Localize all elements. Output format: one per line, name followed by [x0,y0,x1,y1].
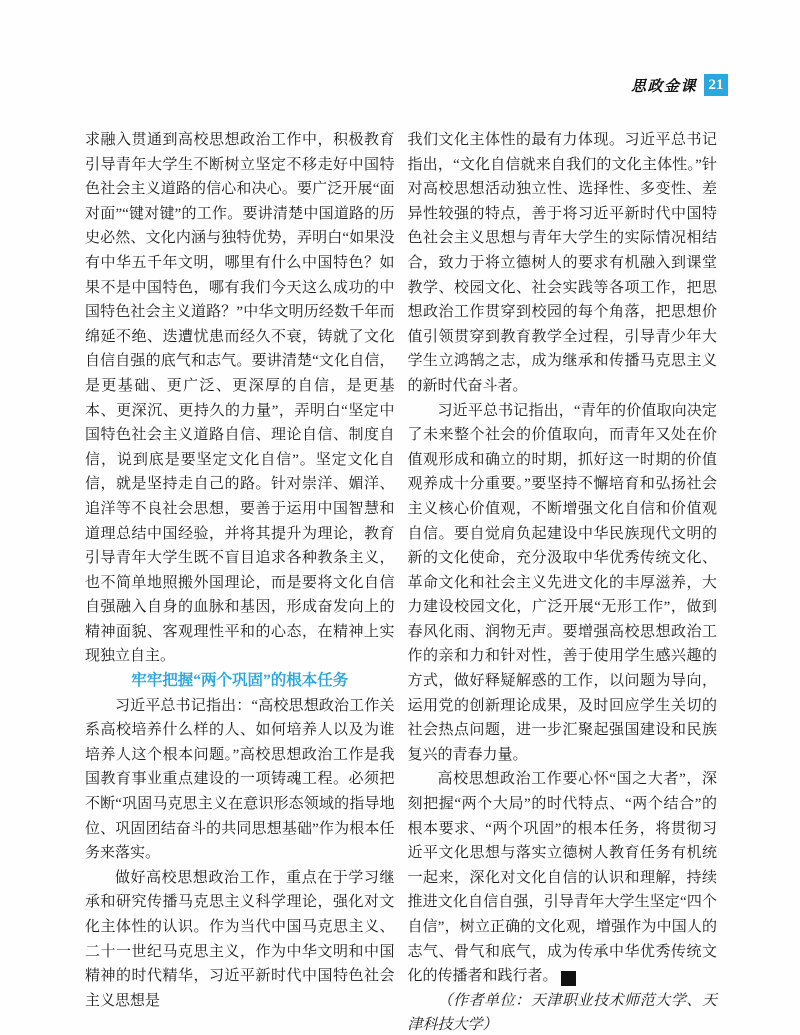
article-body [85,128,717,1035]
section-heading: 牢牢把握“两个巩固”的根本任务 [131,672,349,690]
page-number-badge: 21 [704,74,728,96]
paragraph-continued: 求融入贯通到高校思想政治工作中，积极教育引导青年大学生不断树立坚定不移走好中国特色社会主义道路的信心和决心。要广泛开展“面对面”“键对键”的工作。要讲清楚中国道路的历史必然、文化内涵与独特优势，弄明白“如果没有中华五千年文明，哪里有什么中国特色？如果不是中国特色，哪有我们今天这么成功的中国特色社会主义道路？”中华文明历经数千年而绵延不绝、迭遭忧患而经久不衰，铸就了文化自信自强的底气和志气。要讲清楚“文化自信，是更基础、更广泛、更深厚的自信，是更基本、更深沉、更持久的力量”，弄明白“坚定中国特色社会主义道路自信、理论自信、制度自信，说到底是要坚定文化自信”。坚定文化自信，就是坚持走自己的路。针对崇洋、媚洋、追洋等不良社会思想，要善于运用中国智慧和道理总结中国经验，并将其提升为理论，教育引导青年大学生既不盲目追求各种教条主义，也不简单地照搬外国理论，而是要将文化自信自强融入自身的血脉和基因，形成奋发向上的精神面貌、客观理性平和的心态，在精神上实现独立自主。 [85,132,395,665]
article-end-mark-icon: 政 [561,971,576,986]
paragraph: 做好高校思想政治工作，重点在于学习继承和研究传播马克思主义科学理论，强化对文化主体性的认识。作为当代中国马克思主义、二十一世纪马克思主义，作为中华文明和中国精神的时代精华，习近平新时代中国特色社会主义思想是 [85,869,395,1009]
paragraph: 习近平总书记指出：“高校思想政治工作关系高校培养什么样的人、如何培养人以及为谁培养人这个根本问题。”高校思想政治工作是我国教育事业重点建设的一项铸魂工程。必须把不断“巩固马克思主义在意识形态领域的指导地位、巩固团结奋斗的共同思想基础”作为根本任务来落实。 [85,697,395,862]
paragraph-text: 高校思想政治工作要心怀“国之大者”，深刻把握“两个大局”的时代特点、“两个结合”的根本要求、“两个巩固”的根本任务，将贯彻习近平文化思想与落实立德树人教育任务有机统一起来，深化对文化自信的认识和理解，持续推进文化自信自强，引导青年大学生坚定“四个自信”，树立正确的文化观，增强作为中国人的志气、骨气和底气，成为传承中华优秀传统文化的传播者和践行者。 [407,771,717,985]
column-left [85,128,395,1035]
paragraph-continued: 我们文化主体性的最有力体现。习近平总书记指出，“文化自信就来自我们的文化主体性。”针对高校思想活动独立性、选择性、多变性、差异性较强的特点，善于将习近平新时代中国特色社会主义思想与青年大学生的实际情况相结合，致力于将立德树人的要求有机融入到课堂教学、校园文化、社会实践等各项工作，把思想政治工作贯穿到校园的每个角落，把思想价值引领贯穿到教育教学全过程，引导青少年大学生立鸿鹄之志，成为继承和传播马克思主义的新时代奋斗者。 [407,132,717,394]
paragraph: 习近平总书记指出，“青年的价值取向决定了未来整个社会的价值取向，而青年又处在价值观形成和确立的时期，抓好这一时期的价值观养成十分重要。”要坚持不懈培育和弘扬社会主义核心价值观，不断增强文化自信和价值观自信。要自觉肩负起建设中华民族现代文明的新的文化使命，充分汲取中华优秀传统文化、革命文化和社会主义先进文化的丰厚滋养，大力建设校园文化，广泛开展“无形工作”，做到春风化雨、润物无声。要增强高校思想政治工作的亲和力和针对性，善于使用学生感兴趣的方式，做好释疑解惑的工作，以问题为导向，运用党的创新理论成果，及时回应学生关切的社会热点问题，进一步汇聚起强国建设和民族复兴的青春力量。 [407,402,717,763]
paragraph-with-endmark [408,767,718,988]
column-right [408,128,718,1035]
author-affiliation-note: （作者单位：天津职业技术师范大学、天津科技大学） [407,992,717,1034]
page-header [631,74,728,96]
section-label: 思政金课 [630,78,697,95]
